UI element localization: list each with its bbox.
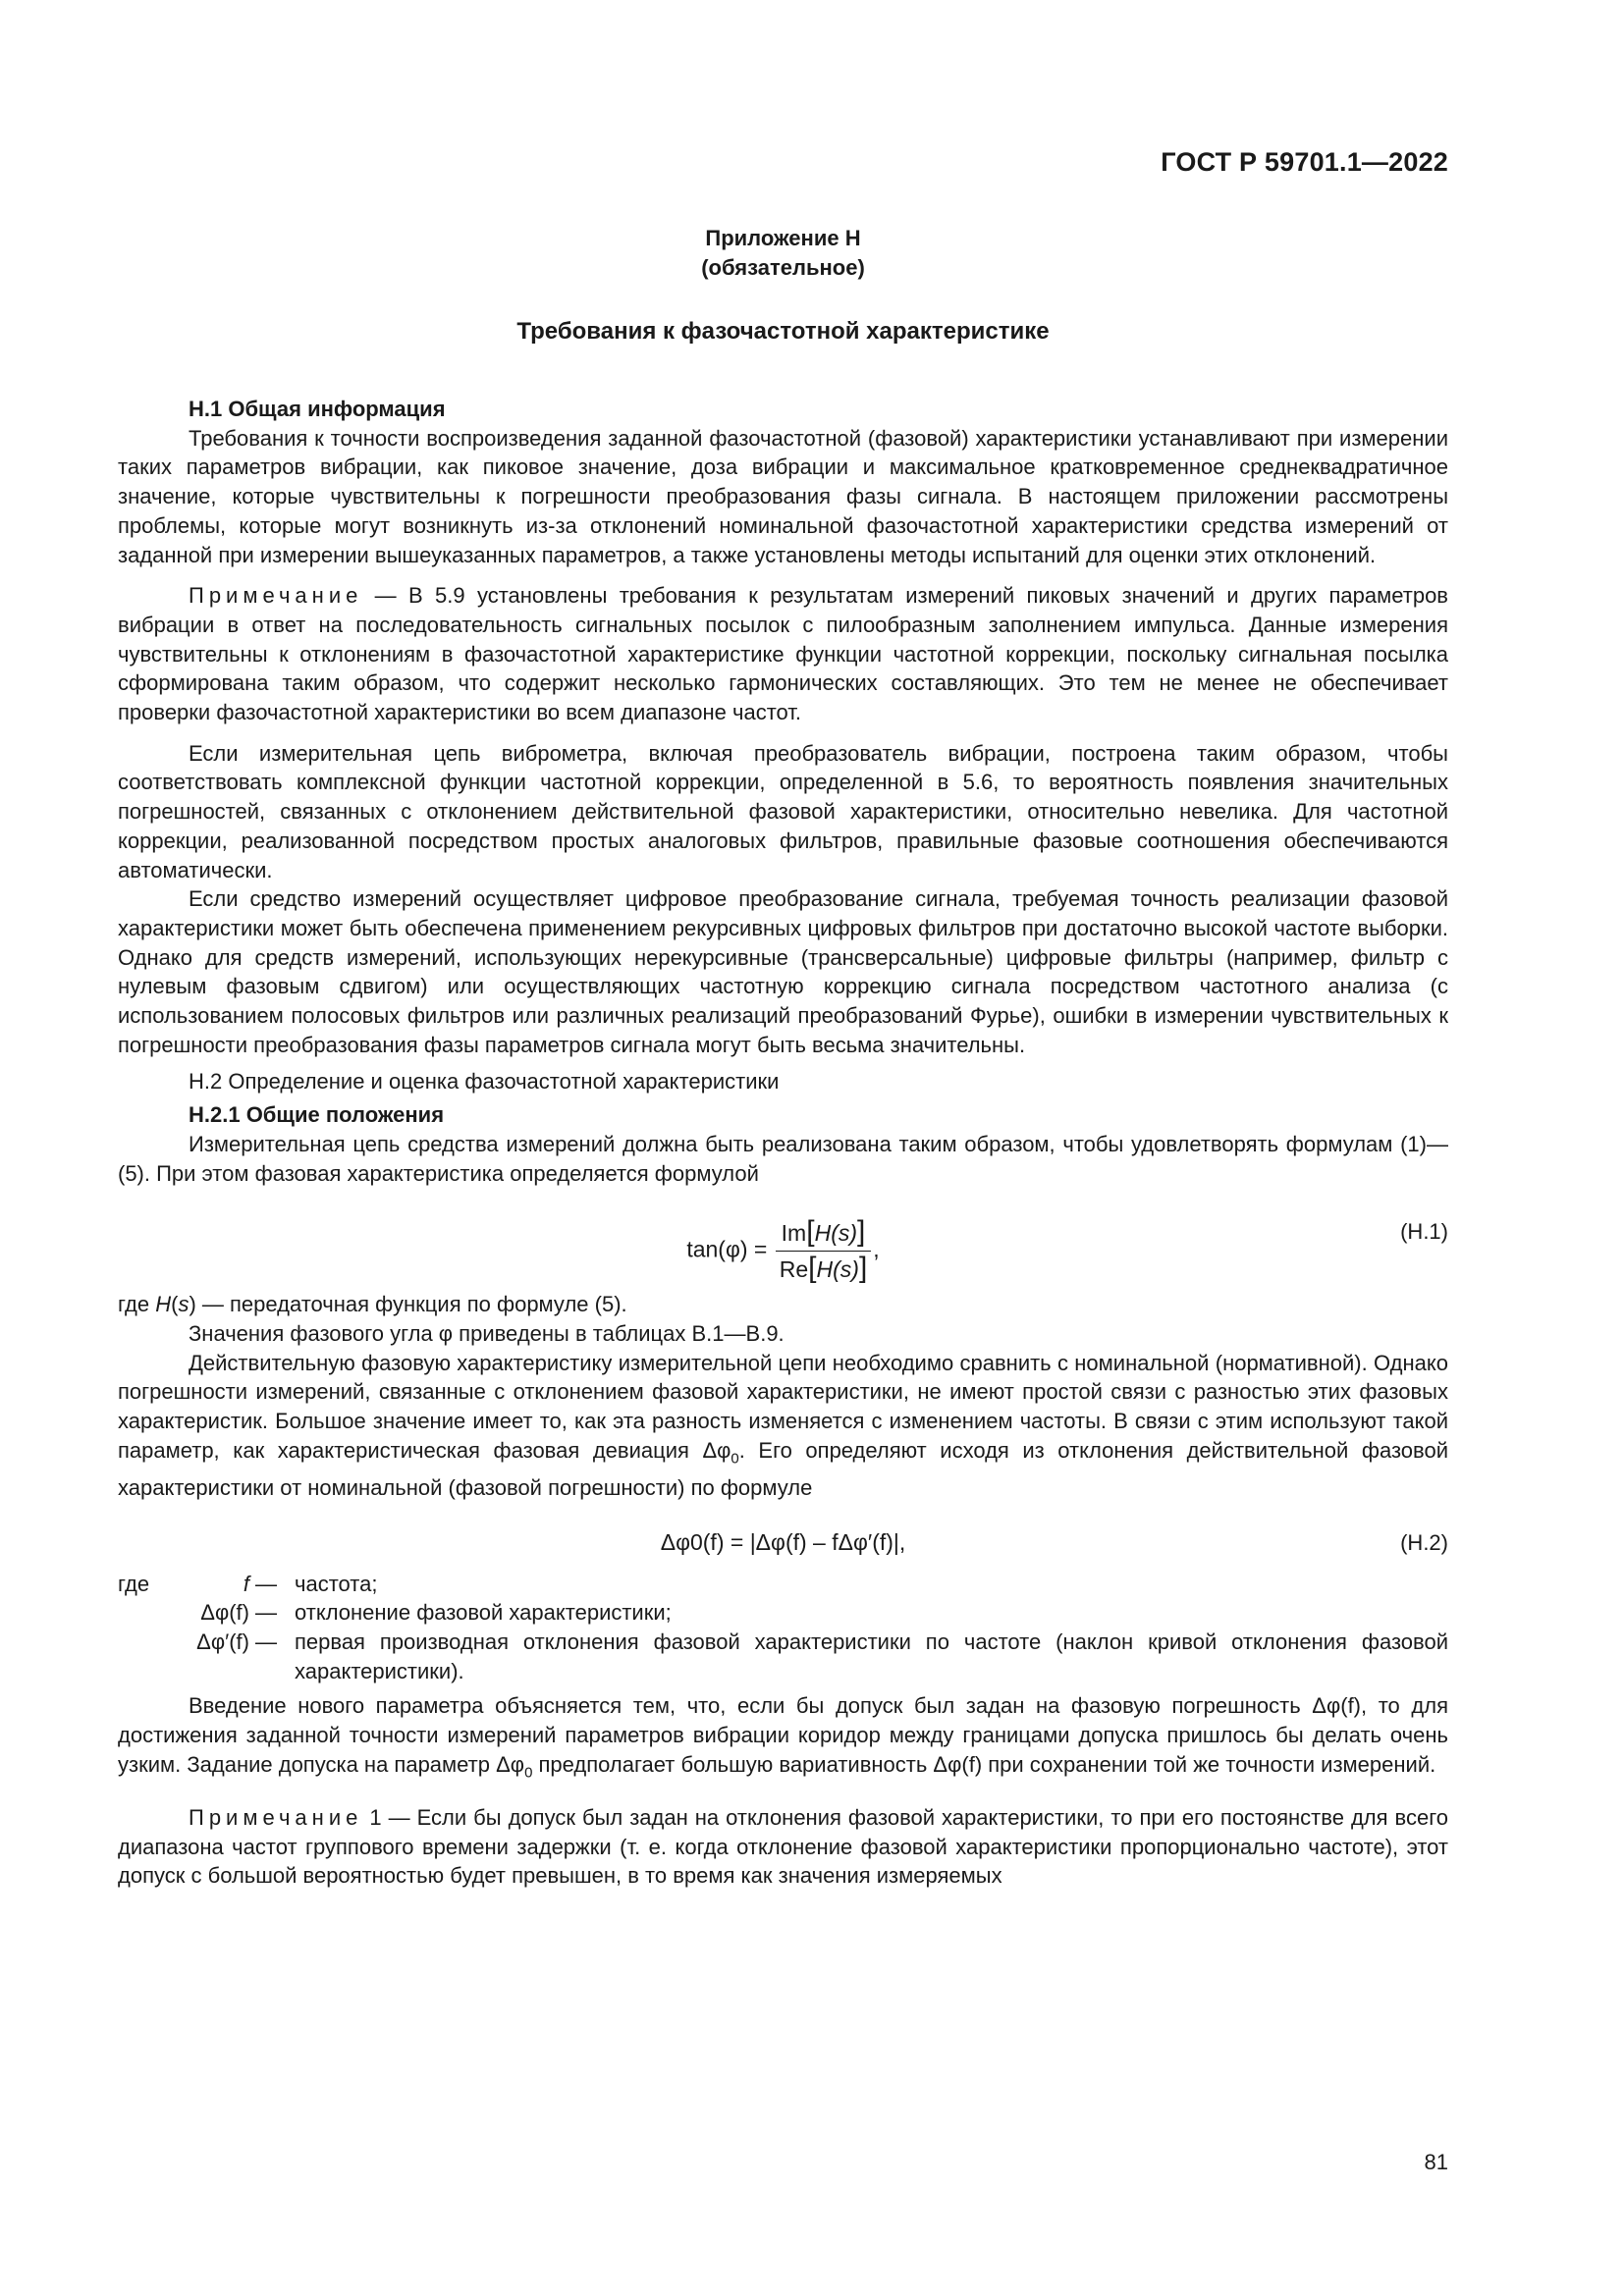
annex-type: (обязательное): [701, 255, 865, 280]
paragraph-text: Действительную фазовую характеристику измерительной цепи необходимо сравнить с номинальной (нормативной). Однако погрешности измерений, связанные с отклонением фазовой характеристики, не имеют простой связи с разностью этих фазовых характеристик. Большое значение имеет то, как эта разность изменяется с изменением частоты. В связи с этим используют такой параметр, как характеристическая фазовая девиация Δφ: [118, 1350, 1448, 1463]
legend-dash: —: [255, 1571, 277, 1596]
annex-title: Требования к фазочастотной характеристике: [516, 318, 1050, 345]
paragraph: Измерительная цепь средства измерений должна быть реализована таким образом, чтобы удовлетворять формулам (1)—(5). При этом фазовая характеристика определяется формулой: [118, 1131, 1448, 1186]
legend-symbol: Δφ(f): [200, 1600, 249, 1626]
section-heading-h1: Н.1 Общая информация: [189, 397, 446, 421]
where-line: где H(s) — передаточная функция по формуле (5).: [118, 1292, 627, 1317]
legend-text: отклонение фазовой характеристики;: [295, 1600, 672, 1626]
legend-text: частота;: [295, 1571, 378, 1596]
note-label: Примечание: [189, 583, 363, 609]
formula-expression: tan(φ) = $\frac{Im[H(s)]}{Re[H(s)]}$ ,: [686, 1215, 880, 1284]
subscript: 0: [731, 1450, 739, 1468]
legend-prefix: где: [118, 1571, 150, 1596]
numerator-arg: H(s): [814, 1220, 858, 1247]
paragraph: Если измерительная цепь виброметра, включая преобразователь вибрации, построена таким образом, чтобы соответствовать комплексной функции частотной коррекции, определенной в 5.6, то вероятность появления значительных погрешностей, связанных с отклонением действительной фазовой характеристики, относительно невелика. Для частотной коррекции, реализованной посредством простых аналоговых фильтров, правильные фазовые соотношения обеспечиваются автоматически.: [118, 740, 1448, 882]
document-page: [118, 0, 1448, 2296]
where-text: — передаточная функция по формуле (5).: [195, 1292, 627, 1317]
subsection-heading-h2-1: Н.2.1 Общие положения: [189, 1102, 445, 1128]
formula-legend: [118, 1570, 1448, 1686]
formula-denominator: Re[H(s)]: [779, 1251, 868, 1284]
legend-text: первая производная отклонения фазовой характеристики по частоте (наклон кривой отклонения фазовой характеристики).: [295, 1629, 1448, 1683]
formula-h1: [118, 1196, 1448, 1286]
legend-symbol: [118, 1570, 255, 1599]
annex-header: [118, 224, 1448, 283]
formula-expression: Δφ0(f) = |Δφ(f) – fΔφ′(f)|,: [660, 1528, 906, 1555]
formula-number: (Н.2): [1400, 1529, 1448, 1555]
note-paragraph: [118, 1803, 1448, 1891]
paragraph: Если средство измерений осуществляет цифровое преобразование сигнала, требуемая точность реализации фазовой характеристики может быть обеспечена применением рекурсивных цифровых фильтров при достаточно высокой частоте выборки. Однако для средств измерений, использующих нерекурсивные (трансверсальные) цифровые фильтры (например, фильтр с нулевым фазовым сдвигом) или осуществляющих частотную коррекцию сигнала посредством частотного анализа (с использованием полосовых фильтров или различных реализаций преобразований Фурье), ошибки в измерении чувствительных к погрешности преобразования фазы параметров сигнала могут быть весьма значительны.: [118, 886, 1448, 1057]
formula-numerator: Im[H(s)]: [776, 1217, 872, 1252]
standard-code: ГОСТ Р 59701.1—2022: [1161, 147, 1448, 177]
paragraph: [118, 1691, 1448, 1788]
page-number: 81: [1424, 2150, 1448, 2174]
legend-dash: —: [255, 1629, 277, 1654]
paragraph-text-end: . Его определяют исходя из отклонения действительной фазовой характеристики от номинальной (фазовой погрешности) по формуле: [118, 1437, 1448, 1500]
denominator-prefix: Re: [779, 1255, 809, 1282]
annex-label: Приложение Н: [705, 226, 861, 250]
note-paragraph: [118, 581, 1448, 727]
where-arg: s: [178, 1292, 189, 1317]
where-prefix: где: [118, 1292, 156, 1317]
paragraph-text: Введение нового параметра объясняется тем, что, если бы допуск был задан на фазовую погрешность Δφ(f), то для достижения заданной точности измерений параметров вибрации коридор между границами допуска пришлось бы делать очень узким. Задание допуска на параметр Δφ: [118, 1693, 1448, 1777]
note-label: Примечание: [189, 1804, 363, 1830]
paragraph-text-end: предполагает большую вариативность Δφ(f) при сохранении той же точности измерений.: [532, 1751, 1436, 1777]
formula-number: (Н.1): [1400, 1219, 1448, 1245]
numerator-prefix: Im: [781, 1220, 807, 1247]
section-heading-h2: Н.2 Определение и оценка фазочастотной характеристики: [189, 1069, 780, 1095]
note-text: — В 5.9 установлены требования к результатам измерений пиковых значений и других параметров вибрации в ответ на последовательность сигнальных посылок с пилообразным заполнением импульса. Данные измерения чувствительны к отклонениям в фазочастотной характеристике функции частотной коррекции, поскольку сигнальная посылка сформирована таким образом, что содержит несколько гармонических составляющих. Это тем не менее не обеспечивает проверки фазочастотной характеристики во всем диапазоне частот.: [118, 583, 1448, 725]
document-body: [118, 395, 1448, 1891]
denominator-arg: H(s): [816, 1255, 859, 1282]
formula-fraction: [776, 1217, 872, 1284]
paragraph: [118, 1349, 1448, 1503]
legend-dash: —: [255, 1600, 277, 1626]
legend-symbol-text: f: [243, 1571, 249, 1596]
subscript: 0: [524, 1764, 533, 1782]
where-symbol: H: [155, 1292, 172, 1317]
paragraph: Значения фазового угла φ приведены в таблицах В.1—В.9.: [189, 1320, 785, 1346]
legend-symbol: Δφ′(f): [196, 1629, 249, 1654]
formula-h2: [118, 1507, 1448, 1560]
formula-lhs: tan(φ) =: [686, 1236, 768, 1262]
note-text: 1 — Если бы допуск был задан на отклонения фазовой характеристики, то при его постоянстве для всего диапазона частот группового времени задержки (т. е. когда отклонение фазовой характеристики пропорционально частоте), этот допуск с большой вероятностью будет превышен, в то время как значения измеряемых: [118, 1804, 1448, 1889]
paragraph: Требования к точности воспроизведения заданной фазочастотной (фазовой) характеристики устанавливают при измерении таких параметров вибрации, как пиковое значение, доза вибрации и максимальное кратковременное среднеквадратичное значение, которые чувствительны к погрешности преобразования фазы сигнала. В настоящем приложении рассмотрены проблемы, которые могут возникнуть из-за отклонений номинальной фазочастотной характеристики средства измерений от заданной при измерении вышеуказанных параметров, а также установлены методы испытаний для оценки этих отклонений.: [118, 425, 1448, 567]
